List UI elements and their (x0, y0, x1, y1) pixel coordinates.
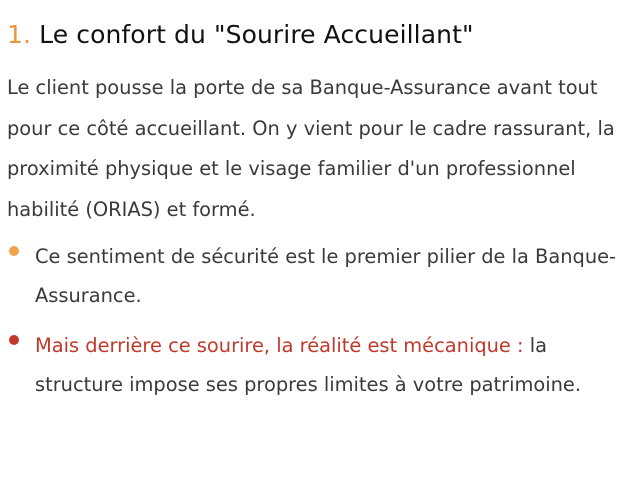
orange-dot-icon (9, 246, 19, 256)
heading-number: 1. (7, 20, 32, 49)
heading-title: Le confort du "Sourire Accueillant" (39, 20, 474, 49)
bullet-text: Ce sentiment de sécurité est le premier pilier de la Banque-Assurance. (35, 245, 617, 307)
bullet-item-reality (7, 327, 617, 404)
bullet-text: la structure impose ses propres limites à votre patrimoine. (35, 334, 582, 396)
bullet-list (7, 238, 617, 404)
bullet-item-security (7, 238, 617, 315)
bullet-highlight: Mais derrière ce sourire, la réalité est mécanique : (35, 334, 524, 357)
red-dot-icon (9, 335, 19, 345)
section-heading (7, 14, 617, 56)
intro-paragraph: Le client pousse la porte de sa Banque-Assurance avant tout pour ce côté accueillant. On y vient pour le cadre rassurant, la proximité physique et le visage familier d'un professionnel habilité (ORIAS) et formé. (7, 76, 615, 221)
